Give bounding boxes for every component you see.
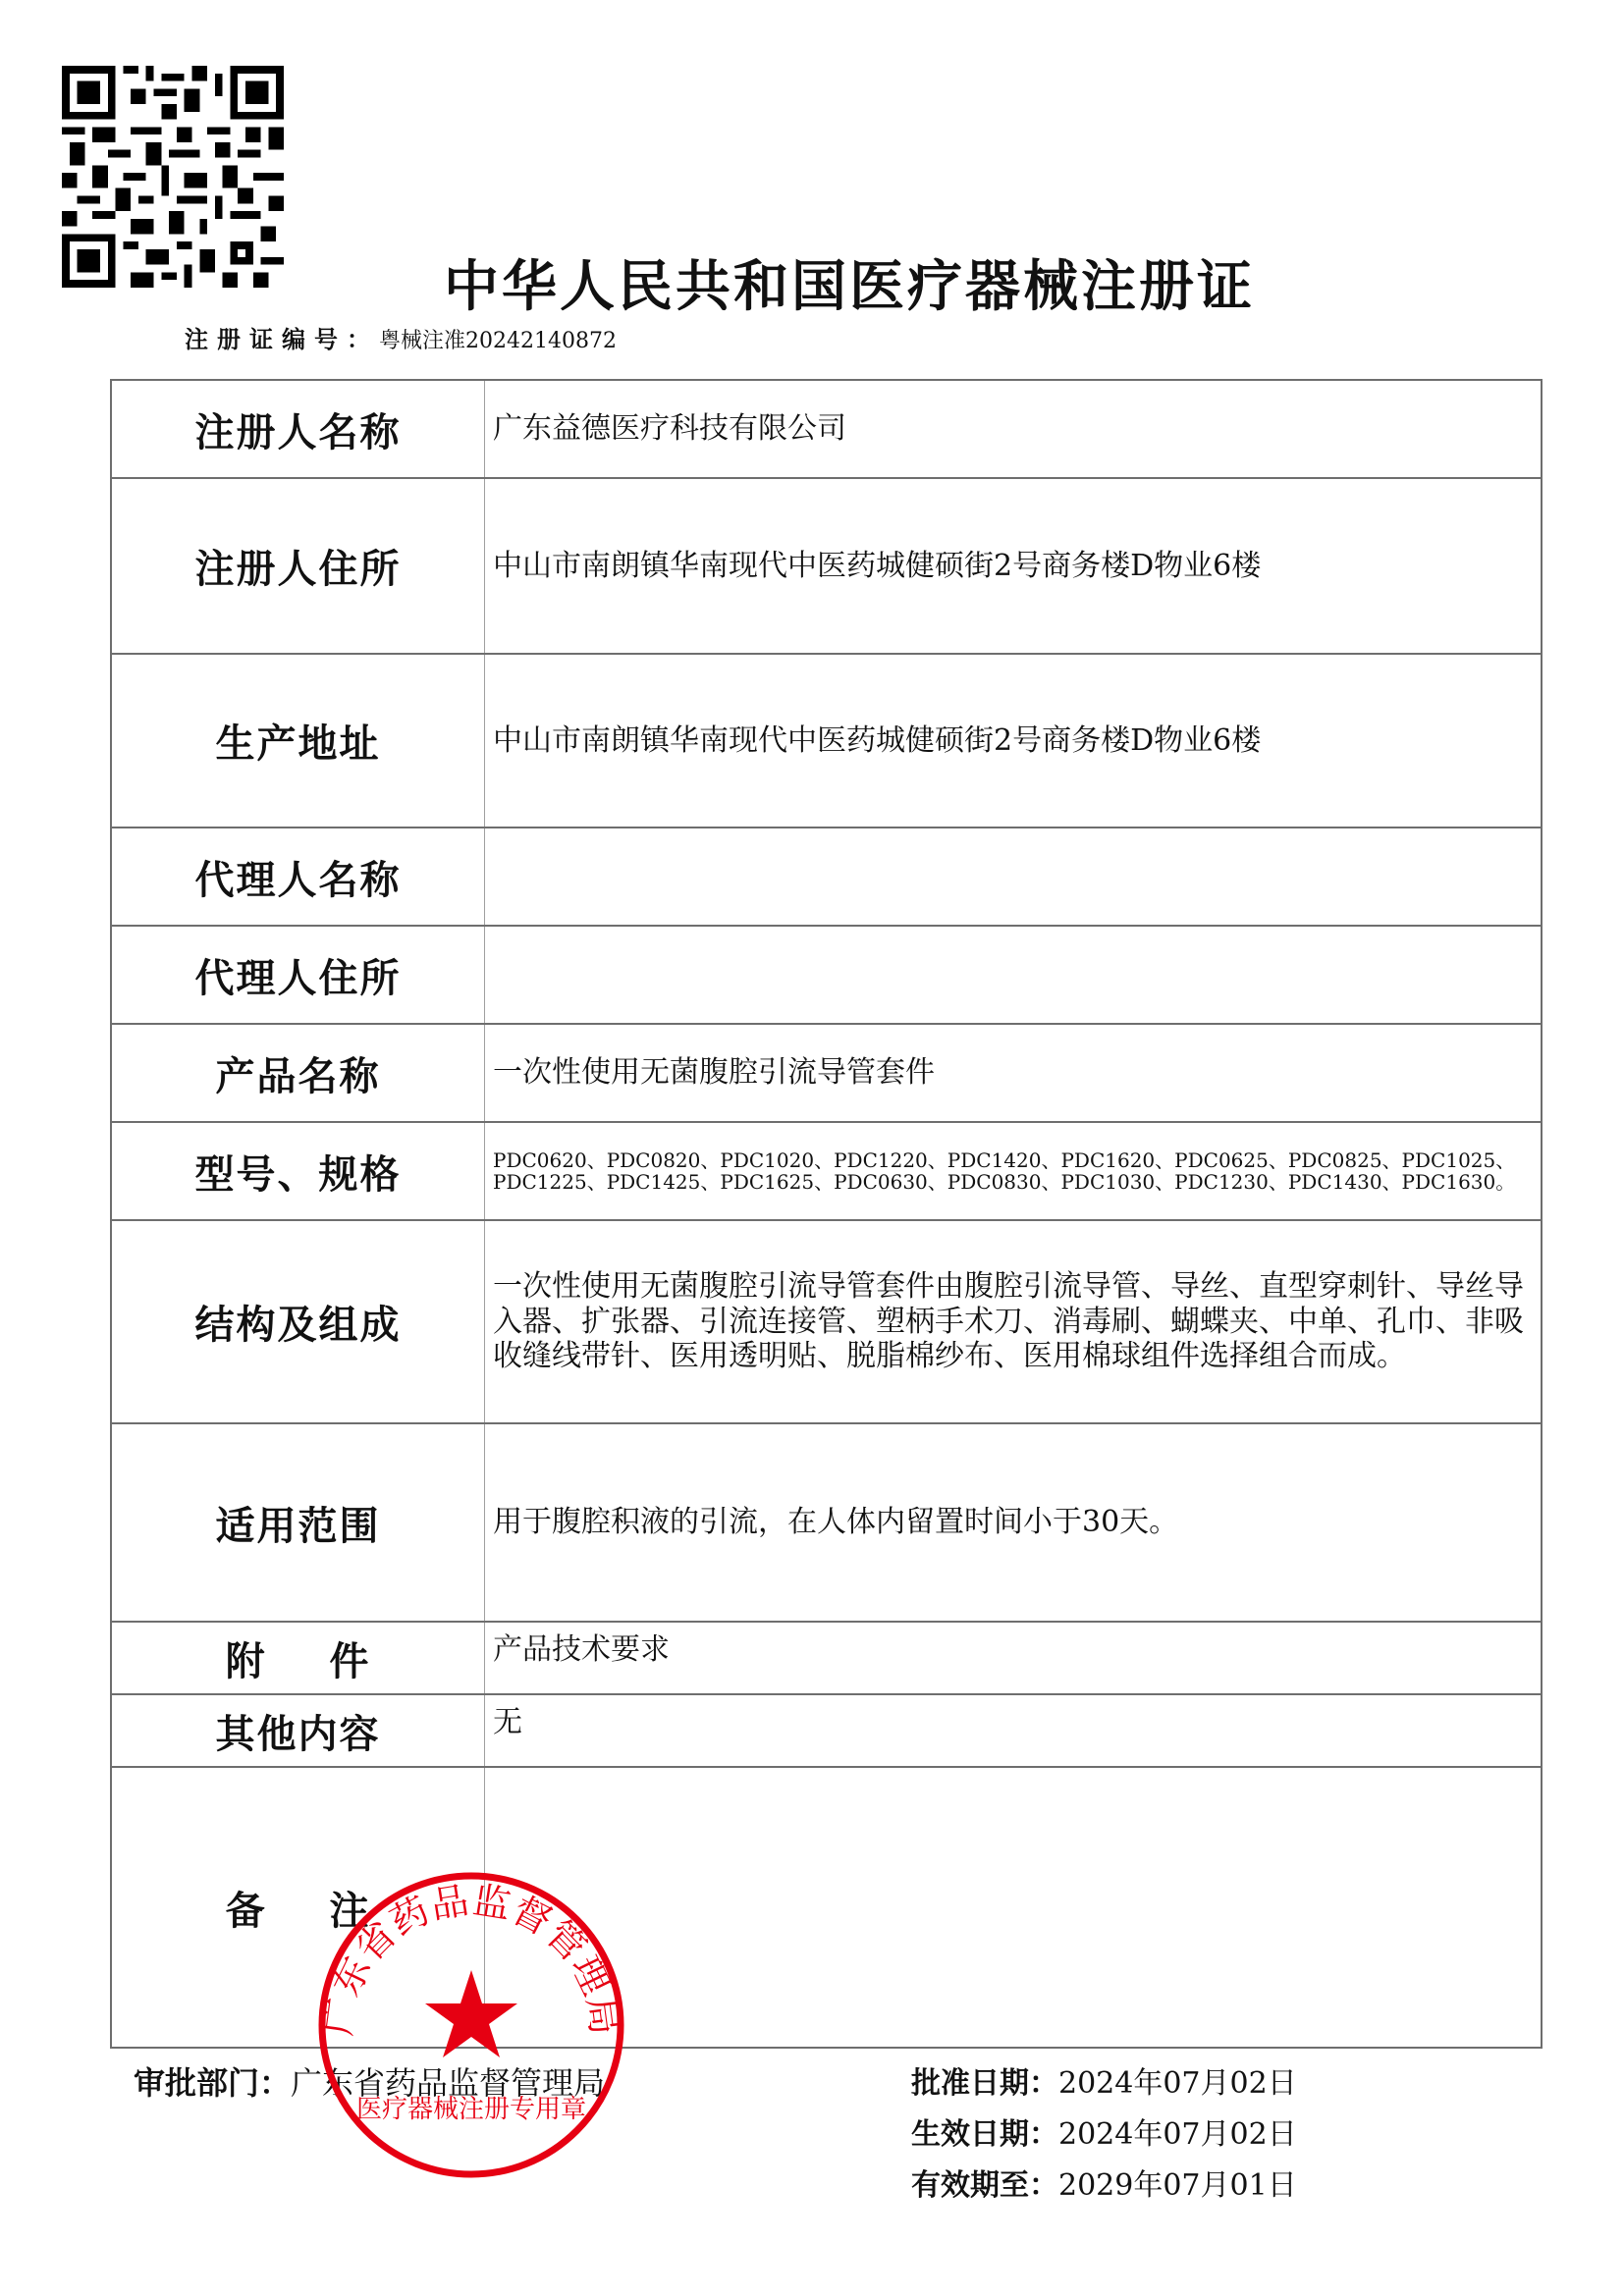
row-label: 附 件 [111,1622,485,1694]
row-value: 中山市南朗镇华南现代中医药城健硕街2号商务楼D物业6楼 [485,478,1543,654]
approval-date [911,2058,1297,2109]
approval-date-value: 2024年07月02日 [1058,2066,1297,2101]
table-row [111,380,1542,478]
registration-number-label: 注册证编号： [185,326,379,353]
table-row [111,1767,1542,2048]
row-label: 型号、规格 [111,1122,485,1220]
approver-label: 审批部门： [134,2064,292,2102]
row-value: 用于腹腔积液的引流，在人体内留置时间小于30天。 [485,1423,1543,1622]
row-value [485,828,1543,926]
row-label: 注册人住所 [111,478,485,654]
row-label: 注册人名称 [111,380,485,478]
row-label: 代理人名称 [111,828,485,926]
approver [134,2058,605,2104]
table-row [111,828,1542,926]
dates-block [911,2058,1297,2212]
seal-center-text: 医疗器械注册专用章 [355,2095,587,2124]
table-row [111,1423,1542,1622]
approver-value: 广东省药品监督管理局 [291,2064,606,2102]
registration-number [185,320,617,354]
table-row [111,1220,1542,1423]
row-label: 生产地址 [111,654,485,828]
table-row [111,1622,1542,1694]
effective-date [911,2109,1297,2161]
expiry-date [911,2161,1297,2212]
table-row [111,1122,1542,1220]
row-value: 一次性使用无菌腹腔引流导管套件 [485,1024,1543,1122]
table-row [111,1024,1542,1122]
table-row [111,926,1542,1024]
effective-date-label: 生效日期： [911,2117,1058,2152]
row-label: 代理人住所 [111,926,485,1024]
row-label: 适用范围 [111,1423,485,1622]
row-value: 广东益德医疗科技有限公司 [485,380,1543,478]
row-label: 产品名称 [111,1024,485,1122]
row-label: 其他内容 [111,1694,485,1767]
row-value: 产品技术要求 [485,1622,1543,1694]
seal-ring-text: 广东省药品监督管理局 [316,1878,626,2039]
row-value: PDC0620、PDC0820、PDC1020、PDC1220、PDC1420、PDC1620、PDC0625、PDC0825、PDC1025、PDC1225、PDC1425、PDC1625、PDC0630、PDC0830、PDC1030、PDC1230、PDC1430、PDC1630。 [485,1122,1543,1220]
approval-date-label: 批准日期： [911,2066,1058,2101]
row-value: 中山市南朗镇华南现代中医药城健硕街2号商务楼D物业6楼 [485,654,1543,828]
qr-code-icon [61,66,285,288]
document-title: 中华人民共和国医疗器械注册证 [444,255,1255,319]
row-value: 一次性使用无菌腹腔引流导管套件由腹腔引流导管、导丝、直型穿刺针、导丝导入器、扩张器、引流连接管、塑柄手术刀、消毒刷、蝴蝶夹、中单、孔巾、非吸收缝线带针、医用透明贴、脱脂棉纱布、医用棉球组件选择组合而成。 [485,1220,1543,1423]
table-row [111,1694,1542,1767]
effective-date-value: 2024年07月02日 [1058,2117,1297,2152]
expiry-date-label: 有效期至： [911,2168,1058,2203]
row-value [485,926,1543,1024]
certificate-table [110,379,1543,2049]
row-label: 备 注 [111,1767,485,2048]
expiry-date-value: 2029年07月01日 [1058,2168,1297,2203]
table-row [111,654,1542,828]
row-label: 结构及组成 [111,1220,485,1423]
row-value: 无 [485,1694,1543,1767]
registration-number-value: 粤械注准20242140872 [379,329,617,353]
table-row [111,478,1542,654]
row-value [485,1767,1543,2048]
